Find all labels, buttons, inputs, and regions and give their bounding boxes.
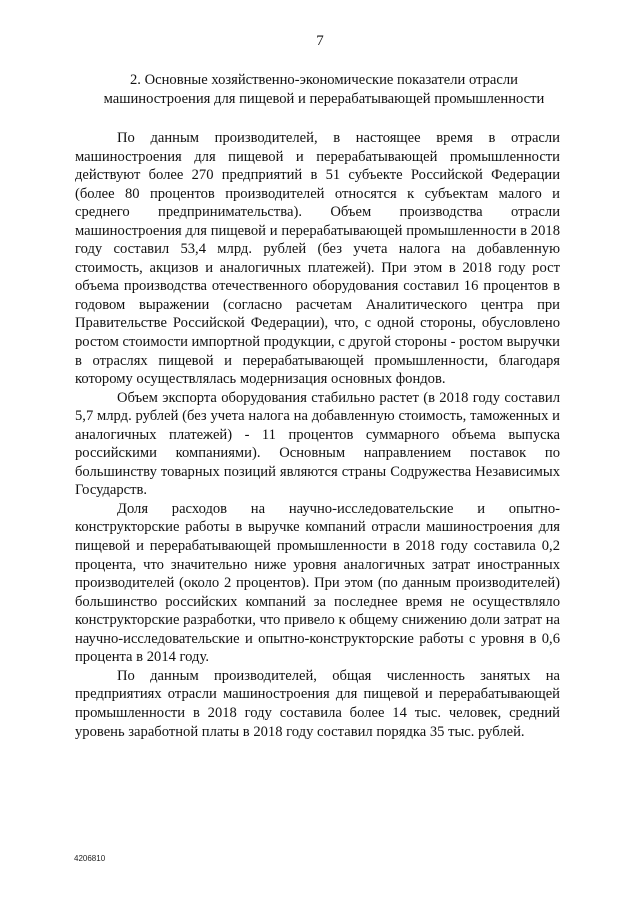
paragraph-export: Объем экспорта оборудования стабильно растет (в 2018 году составил 5,7 млрд. рублей (без учета налога на добавленную стоимость, таможенных и аналогичных платежей) - 11 процентов суммарного объема выпуска российскими компаниями). Основным направлением поставок по большинству товарных позиций являются страны Содружества Независимых Государств. <box>75 389 560 499</box>
document-code: 4206810 <box>74 854 106 863</box>
paragraph-producers: По данным производителей, в настоящее время в отрасли машиностроения для пищевой и перерабатывающей промышленности действуют более 270 предприятий в 51 субъекте Российской Федерации (более 80 процентов производителей относятся к субъектам малого и среднего предпринимательства). Объем производства отрасли машиностроения для пищевой и перерабатывающей промышленности в 2018 году составил 53,4 млрд. рублей (без учета налога на добавленную стоимость, акцизов и аналогичных платежей). При этом в 2018 году рост объема производства отечественного оборудования составил 16 процентов в годовом выражении (согласно расчетам Аналитического центра при Правительстве Российской Федерации), что, с одной стороны, обусловлено ростом стоимости импортной продукции, с другой стороны - ростом выручки в отраслях пищевой и перерабатывающей промышленности, благодаря которому осуществлялась модернизация основных фондов. <box>75 130 560 388</box>
body-text <box>75 129 560 741</box>
section-title-line-1: 2. Основные хозяйственно-экономические показатели отрасли <box>130 72 518 88</box>
section-title <box>86 71 562 109</box>
section-title-line-2: машиностроения для пищевой и перерабатывающей промышленности <box>103 91 545 107</box>
page-number: 7 <box>316 33 324 49</box>
paragraph-employment: По данным производителей, общая численность занятых на предприятиях отрасли машиностроения для пищевой и перерабатывающей промышленности в 2018 году составила более 14 тыс. человек, средний уровень заработной платы в 2018 году составил порядка 35 тыс. рублей. <box>75 667 560 740</box>
paragraph-rnd: Доля расходов на научно-исследовательские и опытно-конструкторские работы в выручке компаний отрасли машиностроения для пищевой и перерабатывающей промышленности в 2018 году составила 0,2 процента, что значительно ниже уровня аналогичных затрат иностранных производителей (около 2 процентов). При этом (по данным производителей) большинство российских компаний за последнее время не осуществляло конструкторские разработки, что привело к общему снижению доли затрат на научно-исследовательские и опытно-конструкторские работы с уровня в 0,6 процента в 2014 году. <box>75 500 560 666</box>
